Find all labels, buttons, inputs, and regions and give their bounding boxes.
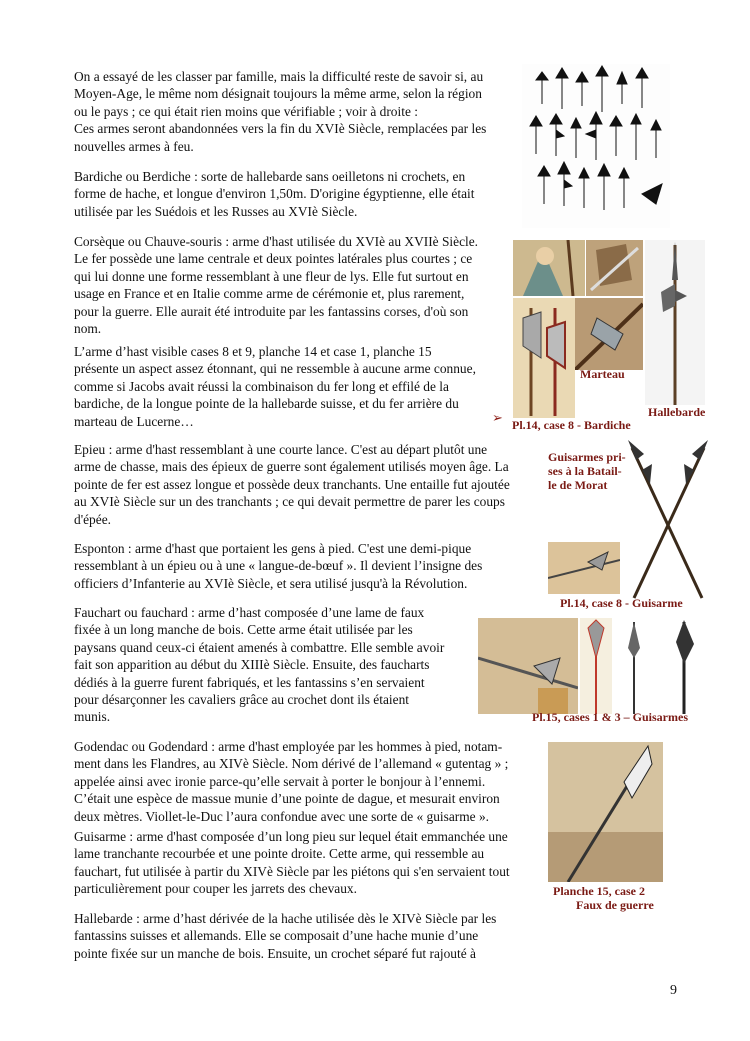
text-line: fantassins suisses et allemands. Elle se composait d’une hache munie d’une [74, 928, 479, 944]
caption-line: ses à la Batail- [548, 464, 622, 478]
caption-pl14-guisarme: Pl.14, case 8 - Guisarme [560, 596, 683, 610]
text-line: comme si Jacobs avait réussi la combinaison du fer long et effilé de la [74, 378, 449, 394]
text-line: Epieu : arme d'hast ressemblant à une courte lance. C'est au départ plutôt une [74, 442, 488, 457]
page-number: 9 [670, 983, 677, 998]
marteau-photo [575, 298, 643, 370]
text-line: Le fer possède une lame centrale et deux pointes latérales plus courtes ; ce [74, 251, 473, 267]
caption-hallebarde: Hallebarde [648, 405, 706, 419]
paragraph-epieu [74, 441, 526, 528]
pl15-guisarmes-photos [614, 618, 710, 714]
text-line: nouvelles armes à feu. [74, 138, 194, 154]
caption-pl14-bardiche: Pl.14, case 8 - Bardiche [512, 418, 631, 432]
caption-planche15-case2: Planche 15, case 2 [553, 884, 645, 898]
caption-guisarmes-morat [548, 450, 626, 492]
text-line: pointe fixée sur un manche de bois. Ensuite, un crochet séparé fut rajouté à [74, 945, 476, 961]
bardiche-drawing-panel [513, 298, 575, 418]
text-line: lame tranchante recourbée et une pointe droite. Cette arme, qui ressemble au [74, 846, 485, 862]
text-line: présente un aspect assez étonnant, qui ne ressemble à aucune arme connue, [74, 361, 476, 377]
text-line: ou le pays ; ce qui était rien moins que vérifiable ; voir à droite : [74, 103, 418, 119]
text-line: Esponton : arme d'hast que portaient les gens à pied. C'est une demi-pique [74, 541, 472, 556]
text-line: C’était une espèce de massue munie d’une pointe de dague, et mesurait environ [74, 791, 500, 807]
bardiche-closeup-panel [586, 240, 643, 296]
text-line: bardiche, de la longue pointe de la hallebarde suisse, et du fer arrière du [74, 396, 459, 412]
paragraph-godendac [74, 738, 526, 825]
text-line: Bardiche ou Berdiche : sorte de hallebarde sans oeilletons ni crochets, en [74, 169, 466, 184]
guisarme-comic-panel [548, 542, 620, 594]
text-line: paysans quand ceux-ci étaient amenés à combattre. Elle semble avoir [74, 639, 445, 655]
text-line: fixée à un long manche de bois. Cette arme était utilisée par les [74, 622, 413, 638]
paragraph-corseque [74, 233, 502, 337]
bardiche-comic-panel [513, 240, 585, 296]
paragraph-esponton [74, 540, 526, 592]
text-line: munis. [74, 709, 111, 725]
text-line: fauchart, fut utilisée à partir du XIVè Siècle par les piétons qui s'en servaient tout [74, 863, 510, 879]
text-line: forme de hache, et longue d'environ 1,50m. D'origine égyptienne, elle était [74, 186, 475, 202]
text-line: pointe de fer est assez longue et possède deux tranchants. Une entaille fut ajoutée [74, 476, 510, 492]
pl15-guisarme-drawing [580, 618, 612, 714]
text-line: qui lui donne une forme ressemblant à une fleur de lys. Elle fut surtout en [74, 268, 469, 284]
text-line: Ces armes seront abandonnées vers la fin du XVIè Siècle, remplacées par les [74, 121, 487, 137]
paragraph-intro [74, 68, 502, 155]
caption-faux-de-guerre: Faux de guerre [576, 898, 654, 912]
text-line: Moyen-Age, le même nom désignait toujours la même arme, selon la région [74, 86, 482, 102]
pl15-case1-panel [478, 618, 578, 714]
text-line: pour désarçonner les cavaliers grâce au crochet dont ils étaient [74, 692, 409, 708]
paragraph-hallebarde [74, 910, 526, 962]
arrow-bullet-icon: ➢ [492, 410, 503, 425]
caption-pl15-guisarmes: Pl.15, cases 1 & 3 – Guisarmes [532, 710, 688, 724]
text-line: usage en France et en Italie comme arme de cérémonie et, plus rarement, [74, 286, 465, 302]
text-line: Fauchart ou fauchard : arme d’hast composée d’une lame de faux [74, 605, 425, 620]
caption-marteau: Marteau [580, 367, 625, 381]
text-line: dédiés à la guerre furent fabriqués, et les fantassins s’en servaient [74, 674, 425, 690]
text-line: deux mètres. Viollet-le-Duc l’aura confondue avec une sorte de « guisarme ». [74, 808, 490, 824]
text-line: fait son apparition au début du XIIIè Siècle. Ensuite, des faucharts [74, 657, 430, 673]
text-line: On a essayé de les classer par famille, mais la difficulté reste de savoir si, au [74, 69, 484, 84]
paragraph-fauchart [74, 604, 470, 726]
text-line: appelée ainsi avec ironie parce-qu’elle servait à porter le bonjour à l’ennemi. [74, 773, 486, 789]
polearm-heads-diagram [522, 64, 670, 228]
text-line: Guisarme : arme d'hast composée d’un long pieu sur lequel était emmanchée une [74, 829, 508, 844]
caption-line: le de Morat [548, 478, 608, 492]
text-line: Hallebarde : arme d’hast dérivée de la hache utilisée dès le XIVè Siècle par les [74, 911, 497, 926]
text-line: nom. [74, 321, 102, 337]
text-line: utilisée par les Suédois et les Russes au XVIè Siècle. [74, 203, 358, 219]
text-line: ressemblant à un épieu ou à une « langue-de-bœuf ». Il devient l’insigne des [74, 558, 483, 574]
text-line: d'épée. [74, 511, 111, 527]
hallebarde-photo [645, 240, 705, 405]
text-line: au XVIè Siècle sur un des tranchants ; ce qui devait permettre de parer les coups [74, 494, 505, 510]
paragraph-bardiche [74, 168, 502, 220]
text-line: particulièrement pour couper les jarrets des chevaux. [74, 881, 357, 897]
text-line: marteau de Lucerne… [74, 413, 194, 429]
caption-line: Guisarmes pri- [548, 450, 626, 464]
text-line: pour la guerre. Elle aurait été introduite par les fantassins corses, d'où son [74, 303, 469, 319]
text-line: ment dans les Flandres, au XIVè Siècle. Nom dérivé de l’allemand « gutentag » ; [74, 756, 509, 772]
text-line: arme de chasse, mais des épieux de guerre sont également utilisés moyen âge. La [74, 459, 509, 475]
text-line: Corsèque ou Chauve-souris : arme d'hast utilisée du XVIè au XVIIè Siècle. [74, 234, 479, 249]
text-line: officiers d’Infanterie au XVIè Siècle, et sera utilisé jusqu'à la Révolution. [74, 575, 468, 591]
paragraph-guisarme [74, 828, 526, 898]
faux-de-guerre-panel [548, 742, 663, 882]
text-line: L’arme d’hast visible cases 8 et 9, planche 14 et case 1, planche 15 [74, 344, 432, 359]
crossed-guisarmes-image [622, 440, 714, 600]
text-line: Godendac ou Godendard : arme d'hast employée par les hommes à pied, notam- [74, 739, 503, 754]
paragraph-arme-hast [74, 343, 502, 430]
